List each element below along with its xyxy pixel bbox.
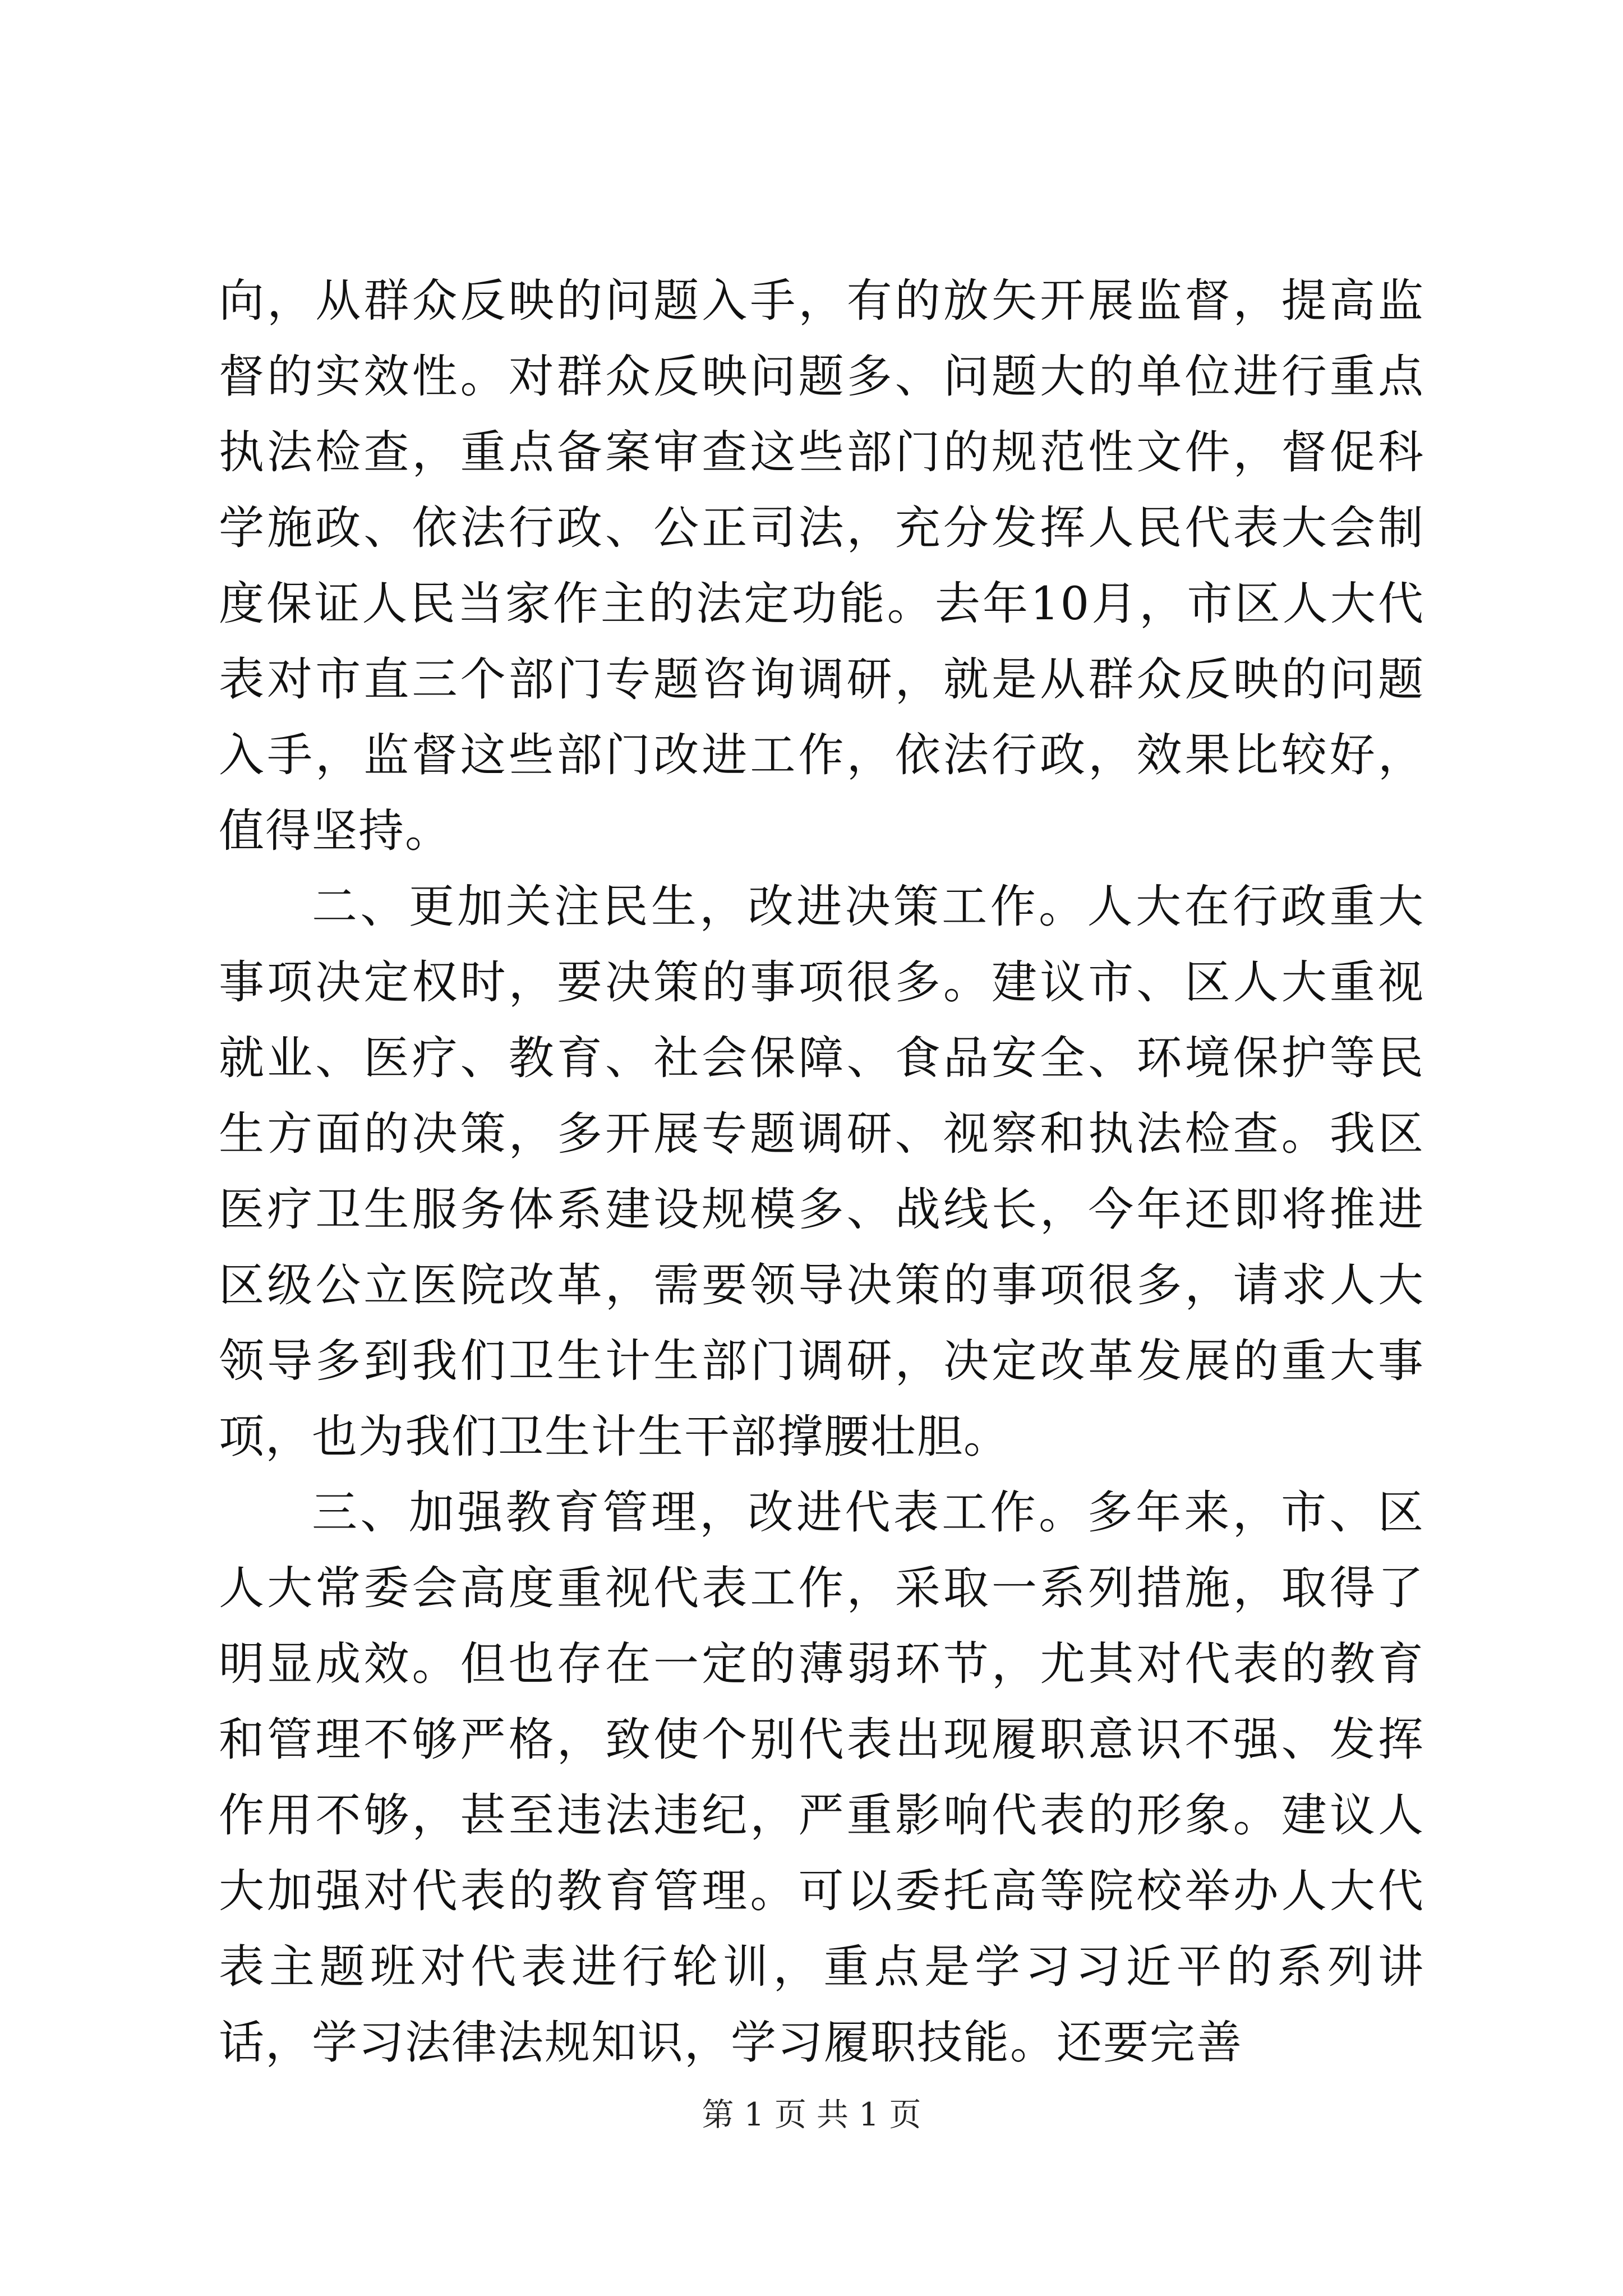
paragraph-2: 二、更加关注民生，改进决策工作。人大在行政重大事项决定权时，要决策的事项很多。建议市、区人大重视就业、医疗、教育、社会保障、食品安全、环境保护等民生方面的决策，多开展专题调研、视察和执法检查。我区医疗卫生服务体系建设规模多、战线长，今年还即将推进区级公立医院改革，需要领导决策的事项很多，请求人大领导多到我们卫生计生部门调研，决定改革发展的重大事项，也为我们卫生计生干部撑腰壮胆。 [219,881,1424,1464]
paragraph-3: 三、加强教育管理，改进代表工作。多年来，市、区人大常委会高度重视代表工作，采取一系列措施，取得了明显成效。但也存在一定的薄弱环节，尤其对代表的教育和管理不够严格，致使个别代表出现履职意识不强、发挥作用不够，甚至违法违纪，严重影响代表的形象。建议人大加强对代表的教育管理。可以委托高等院校举办人大代表主题班对代表进行轮训，重点是学习习近平的系列讲话，学习法律法规知识，学习履职技能。还要完善 [219,1487,1424,2069]
page-footer: 第 1 页 共 1 页 [702,2096,921,2133]
document-body [219,264,1424,2081]
paragraph-1: 向，从群众反映的问题入手，有的放矢开展监督，提高监督的实效性。对群众反映问题多、问题大的单位进行重点执法检查，重点备案审查这些部门的规范性文件，督促科学施政、依法行政、公正司法，充分发挥人民代表大会制度保证人民当家作主的法定功能。去年10月，市区人大代表对市直三个部门专题咨询调研，就是从群众反映的问题入手，监督这些部门改进工作，依法行政，效果比较好，值得坚持。 [219,275,1424,858]
